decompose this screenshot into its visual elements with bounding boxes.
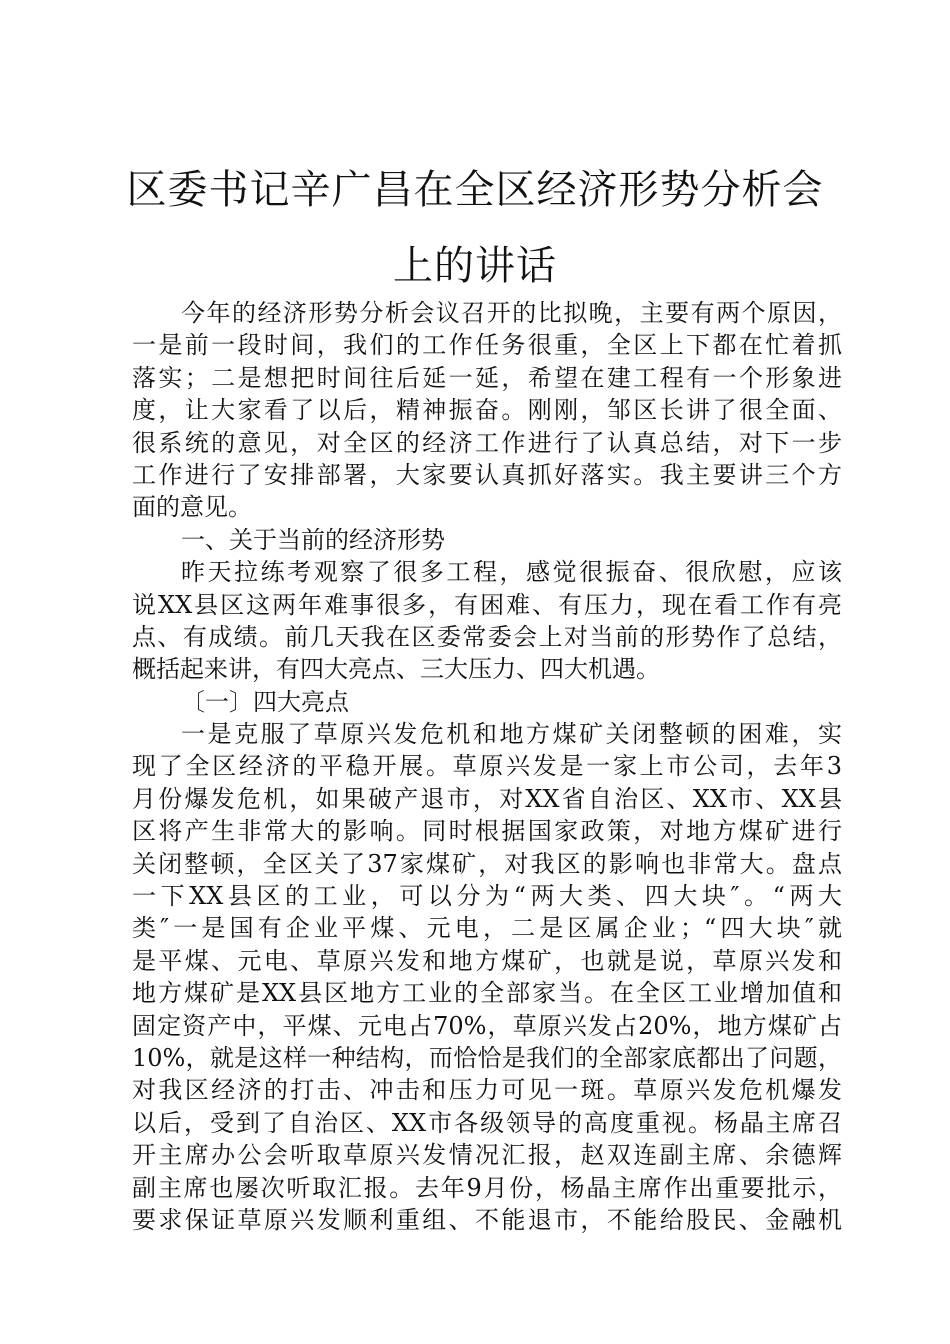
text-line: 月份爆发危机，如果破产退市，对XX省自治区、XX市、XX县 — [132, 784, 842, 813]
text-line: 区将产生非常大的影响。同时根据国家政策，对地方煤矿进行 — [132, 817, 842, 846]
document-body — [132, 297, 842, 1236]
text-line: 说XX县区这两年难事很多，有困难、有压力，现在看工作有亮 — [132, 590, 842, 619]
text-line: 是平煤、元电、草原兴发和地方煤矿，也就是说，草原兴发和 — [132, 946, 842, 975]
text-line: 概括起来讲，有四大亮点、三大压力、四大机遇。 — [132, 655, 660, 684]
text-line: 工作进行了安排部署，大家要认真抓好落实。我主要讲三个方 — [132, 460, 842, 489]
text-line: 以后，受到了自治区、XX市各级领导的高度重视。杨晶主席召 — [132, 1108, 842, 1137]
text-line: 现了全区经济的平稳开展。草原兴发是一家上市公司，去年3 — [132, 752, 842, 781]
text-line: 〔一〕四大亮点 — [181, 687, 349, 716]
text-line: 今年的经济形势分析会议召开的比拟晚，主要有两个原因， — [181, 299, 842, 327]
text-line: 点、有成绩。前几天我在区委常委会上对当前的形势作了总结， — [132, 622, 842, 651]
text-line: 10%，就是这样一种结构，而恰恰是我们的全部家底都出了问题， — [132, 1043, 842, 1072]
text-line: 昨天拉练考观察了很多工程，感觉很振奋、很欣慰，应该 — [181, 558, 842, 587]
text-line: 副主席也屡次听取汇报。去年9月份，杨晶主席作出重要批示， — [132, 1173, 842, 1202]
text-line: 地方煤矿是XX县区地方工业的全部家当。在全区工业增加值和 — [132, 979, 842, 1008]
text-line: 对我区经济的打击、冲击和压力可见一斑。草原兴发危机爆发 — [132, 1076, 842, 1105]
text-line: 落实；二是想把时间往后延一延，希望在建工程有一个形象进 — [132, 363, 842, 392]
text-line: 一下XX县区的工业，可以分为“两大类、四大块″。“两大 — [132, 882, 842, 911]
text-line: 度，让大家看了以后，精神振奋。刚刚，邹区长讲了很全面、 — [132, 396, 842, 425]
text-line: 一、关于当前的经济形势 — [181, 525, 445, 554]
text-line: 开主席办公会听取草原兴发情况汇报，赵双连副主席、余德辉 — [132, 1141, 842, 1170]
text-line: 类″一是国有企业平煤、元电，二是区属企业；“四大块″就 — [132, 914, 842, 943]
document-title: 区委书记辛广昌在全区经济形势分析会上的讲话 — [126, 167, 824, 289]
text-line: 要求保证草原兴发顺利重组、不能退市，不能给股民、金融机 — [132, 1205, 842, 1234]
text-line: 很系统的意见，对全区的经济工作进行了认真总结，对下一步 — [132, 428, 842, 457]
text-line: 固定资产中，平煤、元电占70%，草原兴发占20%，地方煤矿占 — [132, 1011, 842, 1040]
text-line: 关闭整顿，全区关了37家煤矿，对我区的影响也非常大。盘点 — [132, 849, 842, 878]
text-line: 一是克服了草原兴发危机和地方煤矿关闭整顿的困难，实 — [181, 720, 842, 749]
text-line: 一是前一段时间，我们的工作任务很重，全区上下都在忙着抓 — [132, 331, 842, 360]
text-line: 面的意见。 — [132, 493, 252, 522]
